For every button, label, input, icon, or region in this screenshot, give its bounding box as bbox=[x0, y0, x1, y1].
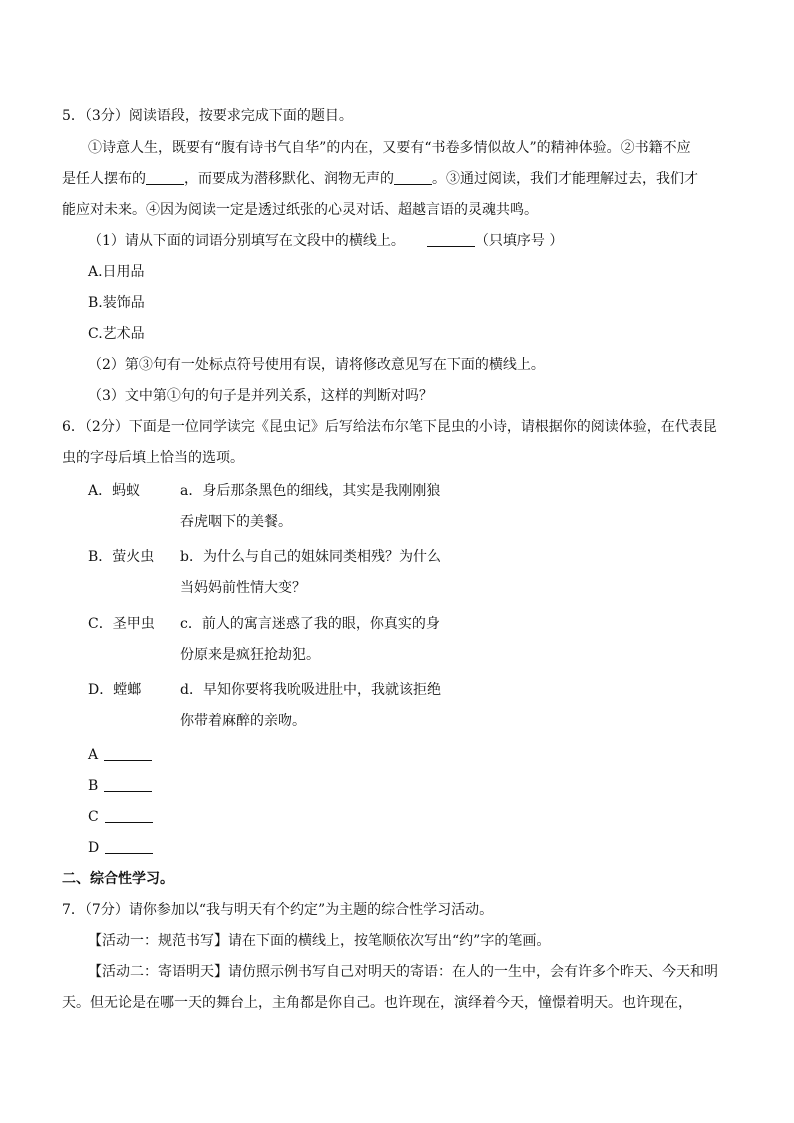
q5-passage-line2 bbox=[62, 170, 698, 188]
answer-blank-1[interactable] bbox=[146, 170, 184, 185]
answer-blank-2[interactable] bbox=[394, 170, 432, 185]
q7-activity2-line2: 天。但无论是在哪一天的舞台上，主角都是你自己。也许现在，演绎着今天，憧憬着明天。也许现在， bbox=[62, 995, 692, 1011]
q5-sub1 bbox=[88, 232, 563, 250]
answer-letter-c: C bbox=[88, 809, 99, 825]
poem-c-line2: 份原来是疯狂抢劫犯。 bbox=[180, 647, 320, 663]
poem-b-line1: b．为什么与自己的姐妹同类相残？为什么 bbox=[180, 549, 441, 565]
poem-c-line1: c．前人的寓言迷惑了我的眼，你真实的身 bbox=[180, 616, 440, 632]
section-title: 二、综合性学习。 bbox=[62, 871, 174, 887]
q6-heading-line1: 6．（2分）下面是一位同学读完《昆虫记》后写给法布尔笔下昆虫的小诗，请根据你的阅读体验，在代表昆 bbox=[62, 419, 717, 435]
q5-sub1-answer-blank[interactable] bbox=[427, 232, 475, 247]
q5-passage-line2-a: 是任人摆布的 bbox=[62, 171, 146, 187]
q5-passage-line2-b: ，而要成为潜移默化、润物无声的 bbox=[184, 171, 394, 187]
answer-row-a bbox=[88, 746, 152, 764]
q5-passage-line1: ①诗意人生，既要有“腹有诗书气自华”的内在，又要有“书卷多情似故人”的精神体验。②书籍不应 bbox=[88, 140, 691, 156]
poem-a-line1: a．身后那条黑色的细线，其实是我刚刚狼 bbox=[180, 483, 441, 499]
q6-heading-line2: 虫的字母后填上恰当的选项。 bbox=[62, 450, 244, 466]
poem-d-line1: d．早知你要将我吮吸进肚中，我就该拒绝 bbox=[180, 682, 441, 698]
q5-sub1-text: （1）请从下面的词语分别填写在文段中的横线上。 bbox=[88, 233, 405, 249]
insect-label-c: C．圣甲虫 bbox=[88, 616, 155, 632]
poem-b-line2: 当妈妈前性情大变？ bbox=[180, 580, 306, 596]
option-b: B.装饰品 bbox=[88, 295, 145, 311]
answer-blank-a[interactable] bbox=[104, 746, 152, 761]
answer-letter-b: B bbox=[88, 778, 99, 794]
answer-row-c bbox=[88, 808, 153, 826]
q5-passage-line3: 能应对未来。④因为阅读一定是透过纸张的心灵对话、超越言语的灵魂共鸣。 bbox=[62, 202, 538, 218]
insect-label-d: D．螳螂 bbox=[88, 682, 142, 698]
option-a: A.日用品 bbox=[88, 264, 145, 280]
insect-label-a: A．蚂蚁 bbox=[88, 483, 141, 499]
answer-row-d bbox=[88, 839, 153, 857]
q5-sub3: （3）文中第①句的句子是并列关系，这样的判断对吗？ bbox=[88, 388, 433, 404]
answer-blank-d[interactable] bbox=[105, 839, 153, 854]
poem-d-line2: 你带着麻醉的亲吻。 bbox=[180, 713, 306, 729]
answer-letter-a: A bbox=[88, 747, 99, 763]
q7-activity1: 【活动一：规范书写】请在下面的横线上，按笔顺依次写出“约”字的笔画。 bbox=[88, 933, 551, 949]
answer-blank-b[interactable] bbox=[104, 777, 152, 792]
option-c: C.艺术品 bbox=[88, 326, 145, 342]
answer-blank-c[interactable] bbox=[105, 808, 153, 823]
answer-row-b bbox=[88, 777, 152, 795]
q5-sub1-note: （只填序号 ） bbox=[474, 233, 564, 249]
insect-label-b: B．萤火虫 bbox=[88, 549, 155, 565]
poem-a-line2: 吞虎咽下的美餐。 bbox=[180, 514, 292, 530]
q5-sub2: （2）第③句有一处标点符号使用有误，请将修改意见写在下面的横线上。 bbox=[88, 357, 545, 373]
q7-heading: 7．（7分）请你参加以“我与明天有个约定”为主题的综合性学习活动。 bbox=[62, 902, 494, 918]
q5-heading: 5．（3分）阅读语段，按要求完成下面的题目。 bbox=[62, 108, 353, 124]
q7-activity2-line1: 【活动二：寄语明天】请仿照示例书写自己对明天的寄语：在人的一生中，会有许多个昨天、今天和明 bbox=[88, 964, 718, 980]
q5-passage-line2-c: 。③通过阅读，我们才能理解过去，我们才 bbox=[432, 171, 698, 187]
answer-letter-d: D bbox=[88, 840, 100, 856]
